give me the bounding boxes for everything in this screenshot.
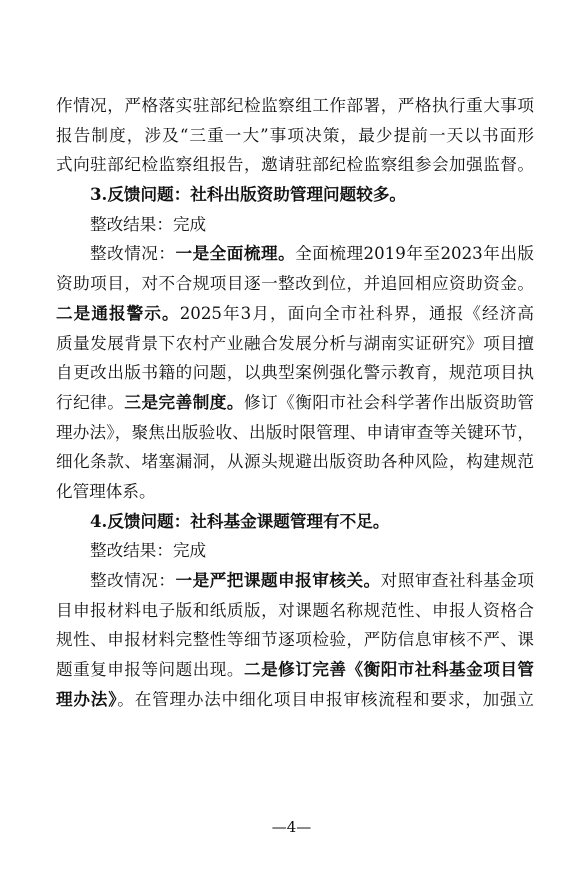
text: 2025年3月，面向全市社科界，通报《经济高 bbox=[179, 303, 534, 323]
rectification-result: 整改结果：完成 bbox=[90, 541, 207, 561]
text-line: 目申报材料电子版和纸质版，对课题名称规范性、申报人资格合 bbox=[56, 600, 534, 620]
bold-phrase: 一是严把课题申报审核关。 bbox=[175, 570, 381, 590]
bold-phrase: 二是修订完善《衡阳市社科基金项目管 bbox=[243, 659, 534, 680]
item-heading: 3.反馈问题：社科出版资助管理问题较多。 bbox=[90, 184, 407, 205]
text: 修订《衡阳市社会科学著作出版资助管 bbox=[243, 392, 534, 412]
text-line: 规性、申报材料完整性等细节逐项检验，严防信息审核不严、课 bbox=[56, 630, 534, 650]
feedback-item-4 bbox=[56, 507, 534, 715]
paragraph-continued bbox=[56, 91, 534, 180]
label: 整改情况： bbox=[90, 244, 176, 264]
text: 行纪律。 bbox=[56, 392, 125, 412]
text-line bbox=[56, 299, 534, 329]
bold-phrase: 一是全面梳理。 bbox=[175, 243, 296, 264]
text-line: 质量发展背景下农村产业融合发展分析与湖南实证研究》项目擅 bbox=[56, 333, 534, 353]
text: 题重复申报等问题出现。 bbox=[56, 660, 244, 680]
text: 对照审查社科基金项 bbox=[380, 571, 534, 590]
rectification-result: 整改结果：完成 bbox=[90, 214, 207, 234]
text-line bbox=[56, 685, 534, 715]
bold-phrase: 三是完善制度。 bbox=[124, 391, 244, 412]
text-line bbox=[56, 566, 534, 596]
text-line: 理办法》，聚焦出版验收、出版时限管理、申请审查等关键环节， bbox=[56, 422, 534, 442]
text-line: 自更改出版书籍的问题，以典型案例强化警示教育，规范项目执 bbox=[56, 363, 534, 383]
text: 全面梳理2019年至2023年出版 bbox=[295, 244, 534, 264]
bold-phrase: 理办法》 bbox=[56, 688, 118, 709]
bold-phrase: 二是通报警示。 bbox=[56, 302, 180, 323]
page-number: —4— bbox=[271, 818, 312, 836]
feedback-item-3 bbox=[56, 180, 534, 507]
text-line bbox=[56, 239, 534, 269]
text-line bbox=[56, 388, 534, 418]
text-line: 化管理体系。 bbox=[56, 481, 156, 501]
text-line: 式向驻部纪检监察组报告，邀请驻部纪检监察组参会加强监督。 bbox=[56, 155, 534, 175]
text-line: 资助项目，对不合规项目逐一整改到位，并追回相应资助资金。 bbox=[56, 274, 534, 294]
text-line bbox=[56, 655, 534, 685]
label: 整改情况： bbox=[90, 571, 176, 590]
text-line: 作情况，严格落实驻部纪检监察组工作部署，严格执行重大事项 bbox=[56, 96, 534, 115]
document-body bbox=[56, 91, 534, 714]
text: 。在管理办法中细化项目申报审核流程和要求，加强立 bbox=[117, 689, 534, 709]
text-line: 报告制度，涉及“三重一大”事项决策，最少提前一天以书面形 bbox=[56, 125, 534, 145]
text-line: 细化条款、堵塞漏洞，从源头规避出版资助各种风险，构建规范 bbox=[56, 452, 534, 472]
item-heading: 4.反馈问题：社科基金课题管理有不足。 bbox=[90, 510, 390, 531]
